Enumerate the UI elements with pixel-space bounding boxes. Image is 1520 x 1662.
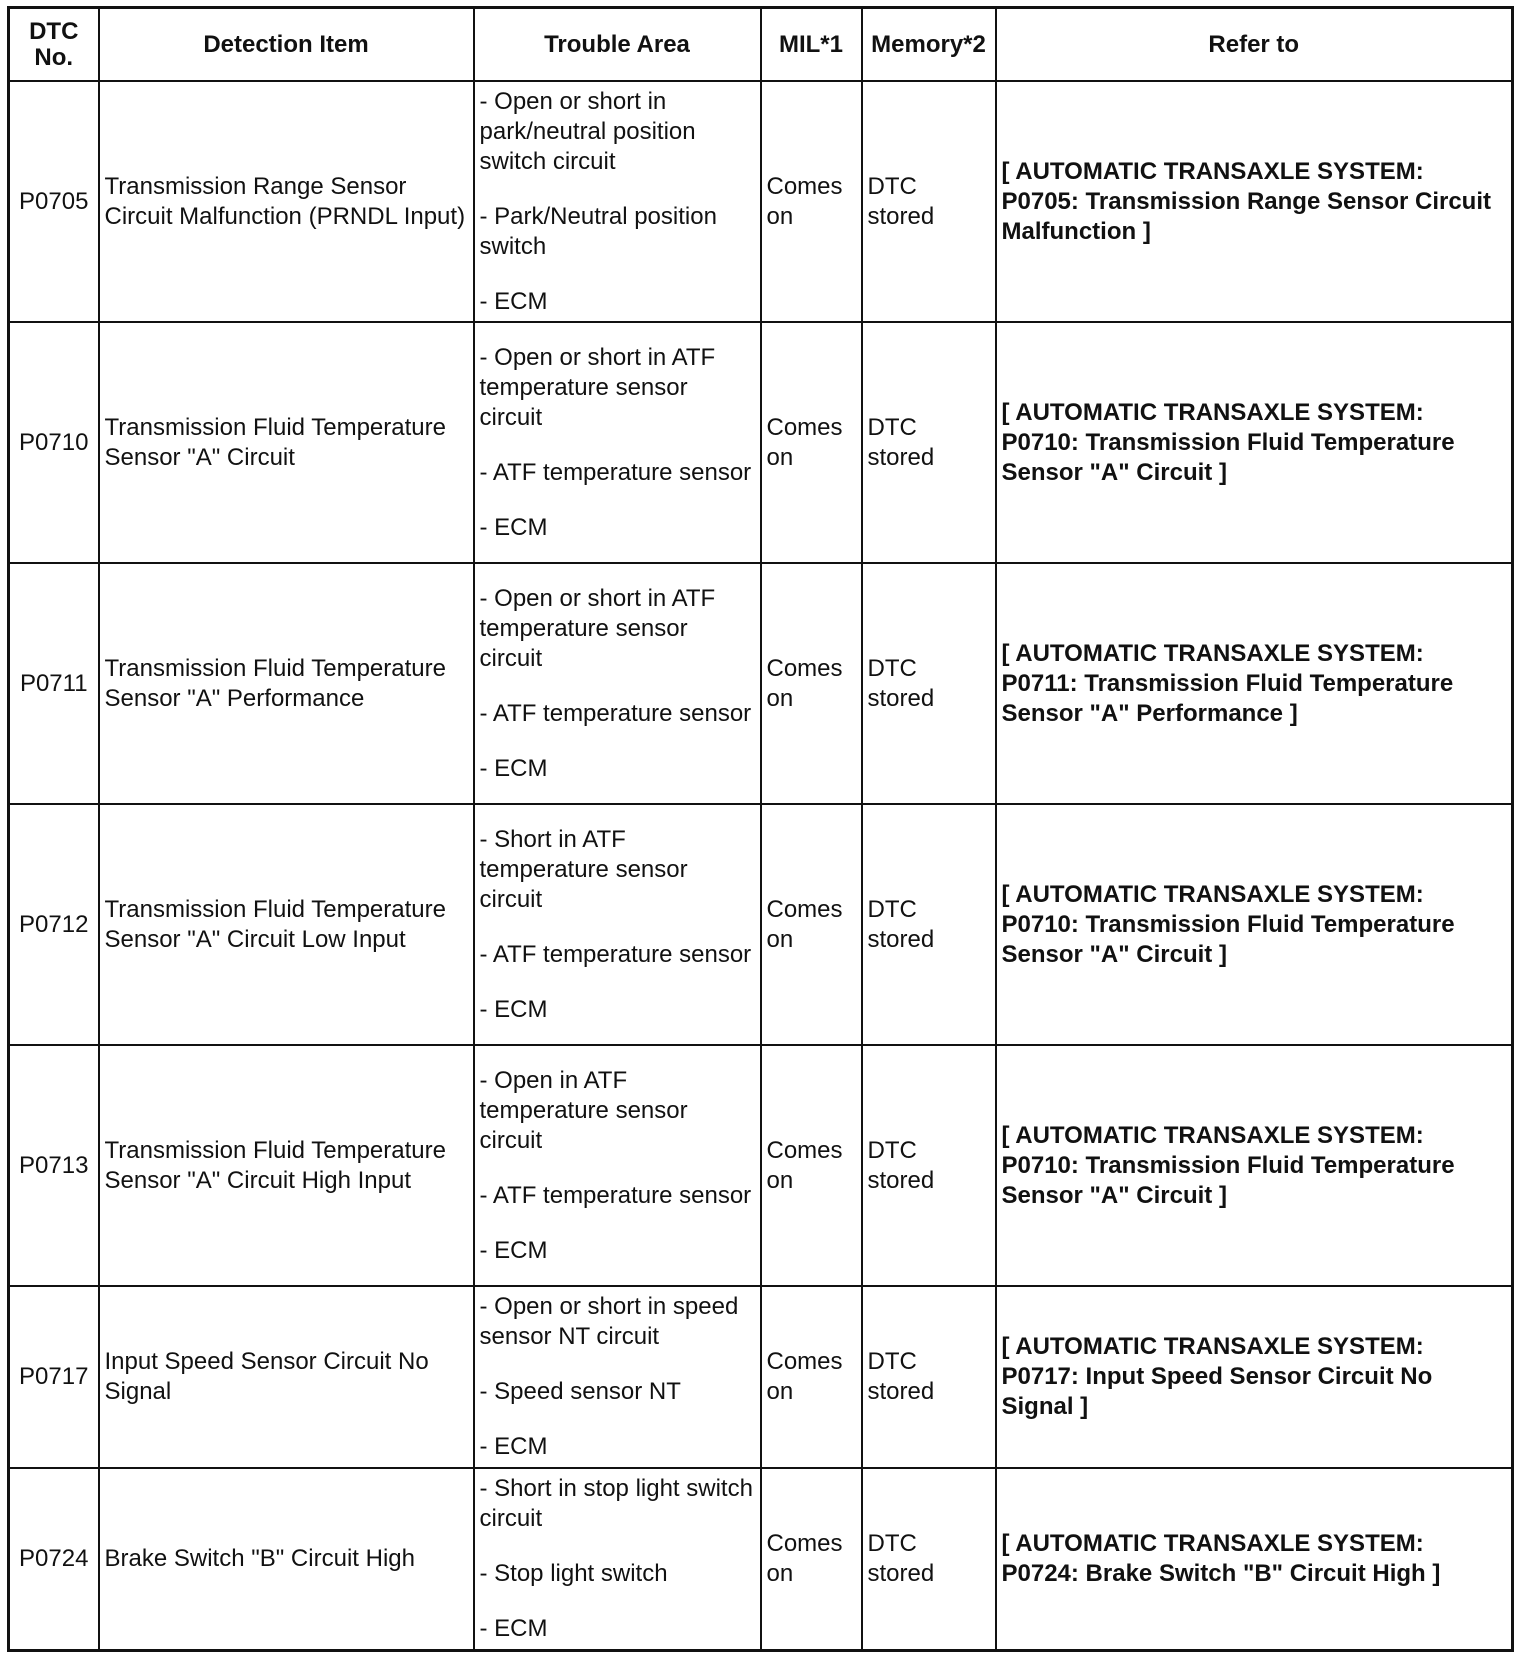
trouble-area-item: - Stop light switch (479, 1560, 668, 1587)
trouble-area-item: - Short in stop light switch circuit (479, 1475, 753, 1532)
detection-item: Transmission Fluid Temperature Sensor "A" Performance (99, 563, 474, 804)
table-header-row (9, 8, 1513, 82)
trouble-area (474, 322, 761, 563)
refer-to-link[interactable]: [ AUTOMATIC TRANSAXLE SYSTEM: P0705: Transmission Range Sensor Circuit Malfunction ] (996, 81, 1513, 322)
trouble-area (474, 563, 761, 804)
memory-status: DTC stored (862, 804, 996, 1045)
refer-to-link[interactable]: [ AUTOMATIC TRANSAXLE SYSTEM: P0724: Brake Switch "B" Circuit High ] (996, 1468, 1513, 1651)
detection-item: Input Speed Sensor Circuit No Signal (99, 1286, 474, 1468)
header-trouble-area: Trouble Area (474, 8, 761, 82)
dtc-code: P0712 (9, 804, 99, 1045)
mil-status: Comes on (761, 322, 862, 563)
mil-status: Comes on (761, 563, 862, 804)
trouble-area (474, 1468, 761, 1651)
trouble-area-item: - Open or short in speed sensor NT circuit (479, 1293, 739, 1350)
refer-to-link[interactable]: [ AUTOMATIC TRANSAXLE SYSTEM: P0717: Input Speed Sensor Circuit No Signal ] (996, 1286, 1513, 1468)
trouble-area-item: - Short in ATF temperature sensor circuit (479, 825, 688, 913)
table-row (9, 804, 1513, 1045)
trouble-area-item: - Open or short in ATF temperature sensor circuit (479, 584, 716, 672)
table-row (9, 1468, 1513, 1651)
header-dtc-no: DTC No. (9, 8, 99, 82)
memory-status: DTC stored (862, 1286, 996, 1468)
dtc-code: P0705 (9, 81, 99, 322)
trouble-area-item: - ECM (479, 513, 548, 541)
mil-status: Comes on (761, 1045, 862, 1286)
table-row (9, 322, 1513, 563)
trouble-area (474, 1286, 761, 1468)
header-mil: MIL*1 (761, 8, 862, 82)
refer-to-link[interactable]: [ AUTOMATIC TRANSAXLE SYSTEM: P0710: Transmission Fluid Temperature Sensor "A" Circuit ] (996, 1045, 1513, 1286)
memory-status: DTC stored (862, 1045, 996, 1286)
table-row (9, 1045, 1513, 1286)
dtc-code: P0713 (9, 1045, 99, 1286)
dtc-code: P0710 (9, 322, 99, 563)
table-row (9, 563, 1513, 804)
dtc-code: P0711 (9, 563, 99, 804)
header-detection-item: Detection Item (99, 8, 474, 82)
trouble-area (474, 804, 761, 1045)
trouble-area-item: - ECM (479, 1615, 548, 1642)
mil-status: Comes on (761, 81, 862, 322)
trouble-area-item: - Open or short in park/neutral position switch circuit (479, 87, 696, 175)
header-refer-to: Refer to (996, 8, 1513, 82)
trouble-area-item: - Open or short in ATF temperature sensor circuit (479, 343, 716, 431)
memory-status: DTC stored (862, 322, 996, 563)
trouble-area-item: - ECM (479, 1433, 548, 1460)
trouble-area-item: - ATF temperature sensor (479, 699, 752, 727)
trouble-area (474, 81, 761, 322)
trouble-area-item: - ECM (479, 754, 548, 782)
detection-item: Transmission Fluid Temperature Sensor "A" Circuit (99, 322, 474, 563)
mil-status: Comes on (761, 1286, 862, 1468)
refer-to-link[interactable]: [ AUTOMATIC TRANSAXLE SYSTEM: P0710: Transmission Fluid Temperature Sensor "A" Circuit ] (996, 322, 1513, 563)
detection-item: Transmission Fluid Temperature Sensor "A" Circuit High Input (99, 1045, 474, 1286)
detection-item: Transmission Range Sensor Circuit Malfunction (PRNDL Input) (99, 81, 474, 322)
refer-to-link[interactable]: [ AUTOMATIC TRANSAXLE SYSTEM: P0711: Transmission Fluid Temperature Sensor "A" Performance ] (996, 563, 1513, 804)
mil-status: Comes on (761, 804, 862, 1045)
memory-status: DTC stored (862, 1468, 996, 1651)
refer-to-link[interactable]: [ AUTOMATIC TRANSAXLE SYSTEM: P0710: Transmission Fluid Temperature Sensor "A" Circuit ] (996, 804, 1513, 1045)
trouble-area-item: - ATF temperature sensor (479, 940, 752, 968)
mil-status: Comes on (761, 1468, 862, 1651)
dtc-table (7, 6, 1514, 1652)
trouble-area (474, 1045, 761, 1286)
trouble-area-item: - ATF temperature sensor (479, 1181, 752, 1209)
trouble-area-item: - ECM (479, 287, 548, 315)
header-memory: Memory*2 (862, 8, 996, 82)
dtc-code: P0717 (9, 1286, 99, 1468)
trouble-area-item: - ECM (479, 995, 548, 1023)
detection-item: Brake Switch "B" Circuit High (99, 1468, 474, 1651)
memory-status: DTC stored (862, 563, 996, 804)
trouble-area-item: - Park/Neutral position switch (479, 202, 717, 260)
table-row (9, 1286, 1513, 1468)
trouble-area-item: - ECM (479, 1236, 548, 1264)
memory-status: DTC stored (862, 81, 996, 322)
table-row (9, 81, 1513, 322)
trouble-area-item: - ATF temperature sensor (479, 458, 752, 486)
dtc-code: P0724 (9, 1468, 99, 1651)
trouble-area-item: - Speed sensor NT (479, 1378, 681, 1405)
trouble-area-item: - Open in ATF temperature sensor circuit (479, 1066, 688, 1154)
detection-item: Transmission Fluid Temperature Sensor "A" Circuit Low Input (99, 804, 474, 1045)
